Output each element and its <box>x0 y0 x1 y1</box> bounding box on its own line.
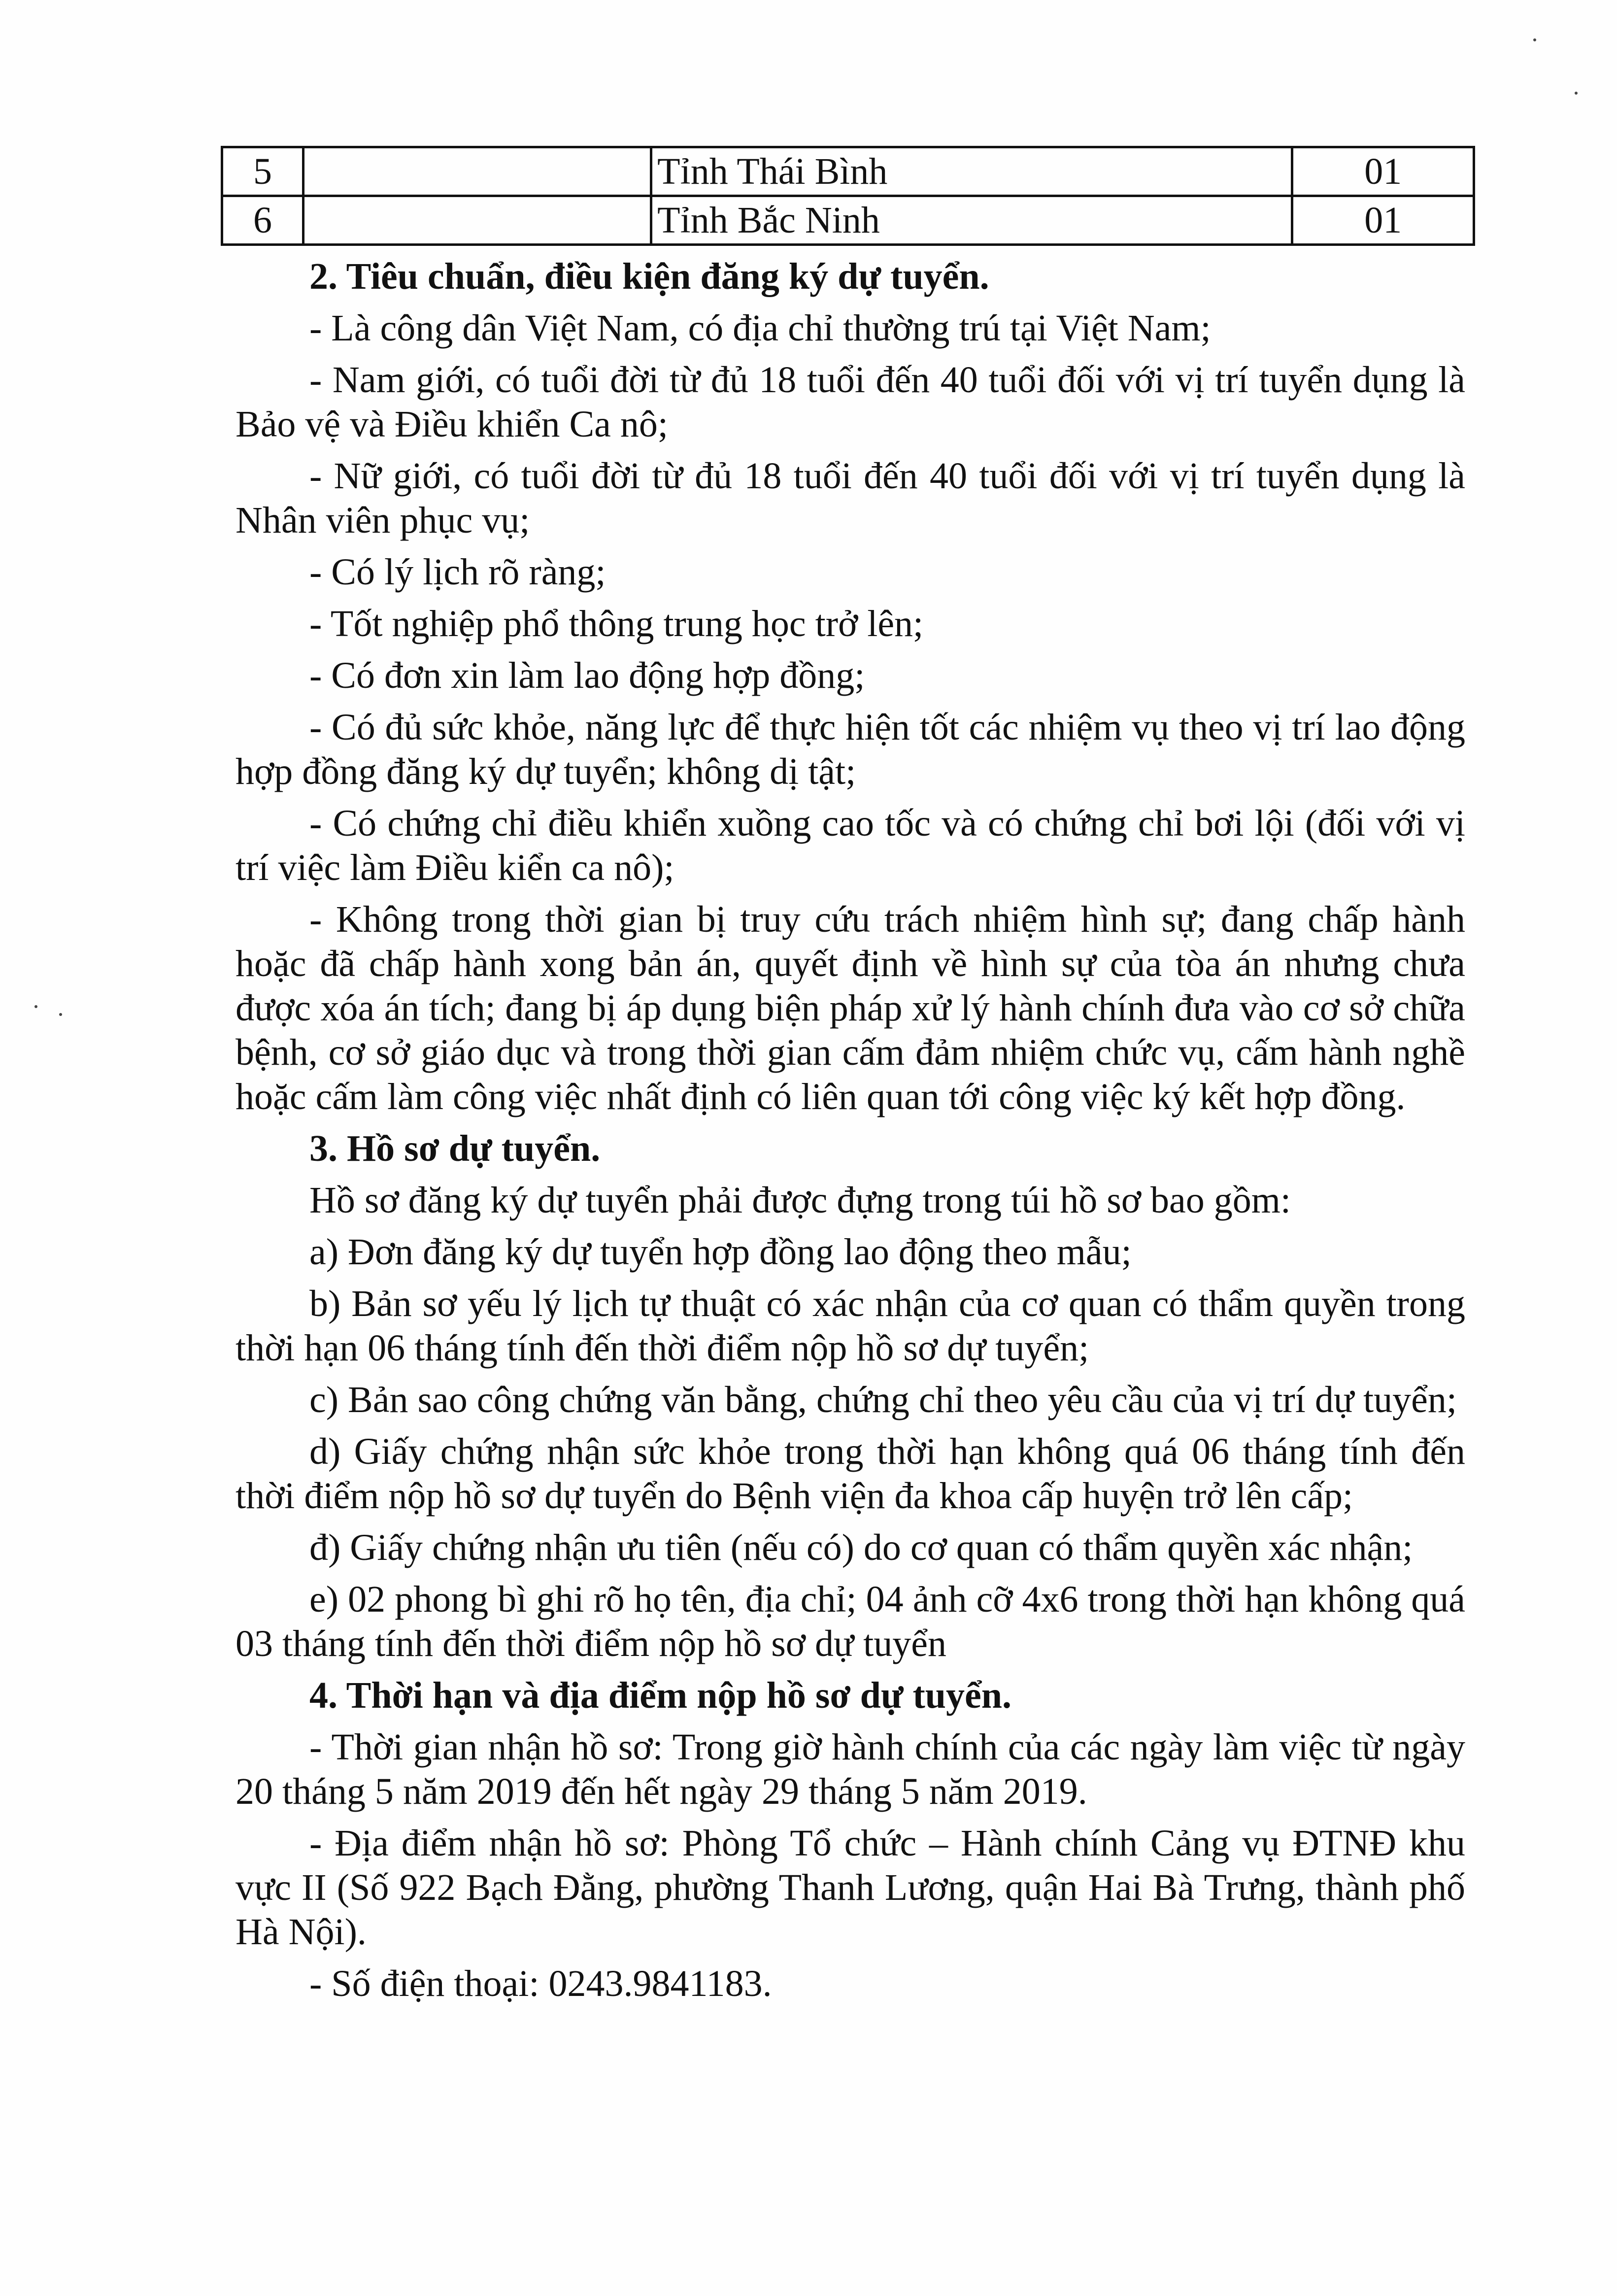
table-row <box>222 147 1474 196</box>
criteria-item: - Không trong thời gian bị truy cứu trách nhiệm hình sự; đang chấp hành hoặc đã chấp hành xong bản án, quyết định về hình sự của tòa án nhưng chưa được xóa án tích; đang bị áp dụng biện pháp xử lý hành chính đưa vào cơ sở chữa bệnh, cơ sở giáo dục và trong thời gian cấm đảm nhiệm chức vụ, cấm hành nghề hoặc cấm làm công việc nhất định có liên quan tới công việc ký kết hợp đồng. <box>236 899 1465 1117</box>
row-unit <box>303 196 651 245</box>
deadline-item: - Số điện thoại: 0243.9841183. <box>309 1963 772 2004</box>
criteria-item: - Nam giới, có tuổi đời từ đủ 18 tuổi đến 40 tuổi đối với vị trí tuyển dụng là Bảo vệ và Điều khiển Ca nô; <box>236 359 1465 445</box>
criteria-item: - Tốt nghiệp phổ thông trung học trở lên; <box>309 603 924 644</box>
dossier-item: e) 02 phong bì ghi rõ họ tên, địa chỉ; 04 ảnh cỡ 4x6 trong thời hạn không quá 03 tháng tính đến thời điểm nộp hồ sơ dự tuyển <box>236 1579 1465 1664</box>
row-location: Tỉnh Thái Bình <box>651 147 1292 196</box>
document-body <box>236 254 1465 2013</box>
dossier-item: a) Đơn đăng ký dự tuyển hợp đồng lao động theo mẫu; <box>309 1231 1132 1273</box>
table-row <box>222 196 1474 245</box>
section-heading-criteria: 2. Tiêu chuẩn, điều kiện đăng ký dự tuyển. <box>309 256 989 297</box>
row-unit <box>303 147 651 196</box>
dossier-item: d) Giấy chứng nhận sức khỏe trong thời hạn không quá 06 tháng tính đến thời điểm nộp hồ sơ dự tuyển do Bệnh viện đa khoa cấp huyện trở lên cấp; <box>236 1431 1465 1517</box>
deadline-item: - Địa điểm nhận hồ sơ: Phòng Tổ chức – Hành chính Cảng vụ ĐTNĐ khu vực II (Số 922 Bạch Đằng, phường Thanh Lương, quận Hai Bà Trưng, thành phố Hà Nội). <box>236 1823 1465 1953</box>
row-number: 6 <box>222 196 303 245</box>
scan-speck <box>34 1005 37 1008</box>
criteria-item: - Có đủ sức khỏe, năng lực để thực hiện tốt các nhiệm vụ theo vị trí lao động hợp đồng đăng ký dự tuyển; không dị tật; <box>236 707 1465 792</box>
scan-speck <box>1533 38 1536 41</box>
section-heading-deadline: 4. Thời hạn và địa điểm nộp hồ sơ dự tuyển. <box>309 1675 1012 1716</box>
dossier-item: đ) Giấy chứng nhận ưu tiên (nếu có) do cơ quan có thẩm quyền xác nhận; <box>309 1527 1413 1568</box>
scan-speck <box>59 1013 62 1016</box>
section-heading-dossier: 3. Hồ sơ dự tuyển. <box>309 1128 601 1169</box>
criteria-item: - Nữ giới, có tuổi đời từ đủ 18 tuổi đến 40 tuổi đối với vị trí tuyển dụng là Nhân viên phục vụ; <box>236 455 1465 541</box>
dossier-intro: Hồ sơ đăng ký dự tuyển phải được đựng trong túi hồ sơ bao gồm: <box>309 1180 1291 1221</box>
row-location: Tỉnh Bắc Ninh <box>651 196 1292 245</box>
allocation-table <box>221 146 1475 246</box>
deadline-item: - Thời gian nhận hồ sơ: Trong giờ hành chính của các ngày làm việc từ ngày 20 tháng 5 năm 2019 đến hết ngày 29 tháng 5 năm 2019. <box>236 1726 1465 1812</box>
dossier-item: c) Bản sao công chứng văn bằng, chứng chỉ theo yêu cầu của vị trí dự tuyển; <box>309 1379 1457 1420</box>
criteria-item: - Có chứng chỉ điều khiển xuồng cao tốc và có chứng chỉ bơi lội (đối với vị trí việc làm Điều kiển ca nô); <box>236 803 1465 888</box>
dossier-item: b) Bản sơ yếu lý lịch tự thuật có xác nhận của cơ quan có thẩm quyền trong thời hạn 06 tháng tính đến thời điểm nộp hồ sơ dự tuyển; <box>236 1283 1465 1369</box>
row-quantity: 01 <box>1292 196 1474 245</box>
row-number: 5 <box>222 147 303 196</box>
criteria-item: - Có đơn xin làm lao động hợp đồng; <box>309 655 865 696</box>
criteria-item: - Có lý lịch rõ ràng; <box>309 551 606 593</box>
scan-speck <box>1575 92 1578 95</box>
criteria-item: - Là công dân Việt Nam, có địa chỉ thường trú tại Việt Nam; <box>309 307 1211 349</box>
row-quantity: 01 <box>1292 147 1474 196</box>
